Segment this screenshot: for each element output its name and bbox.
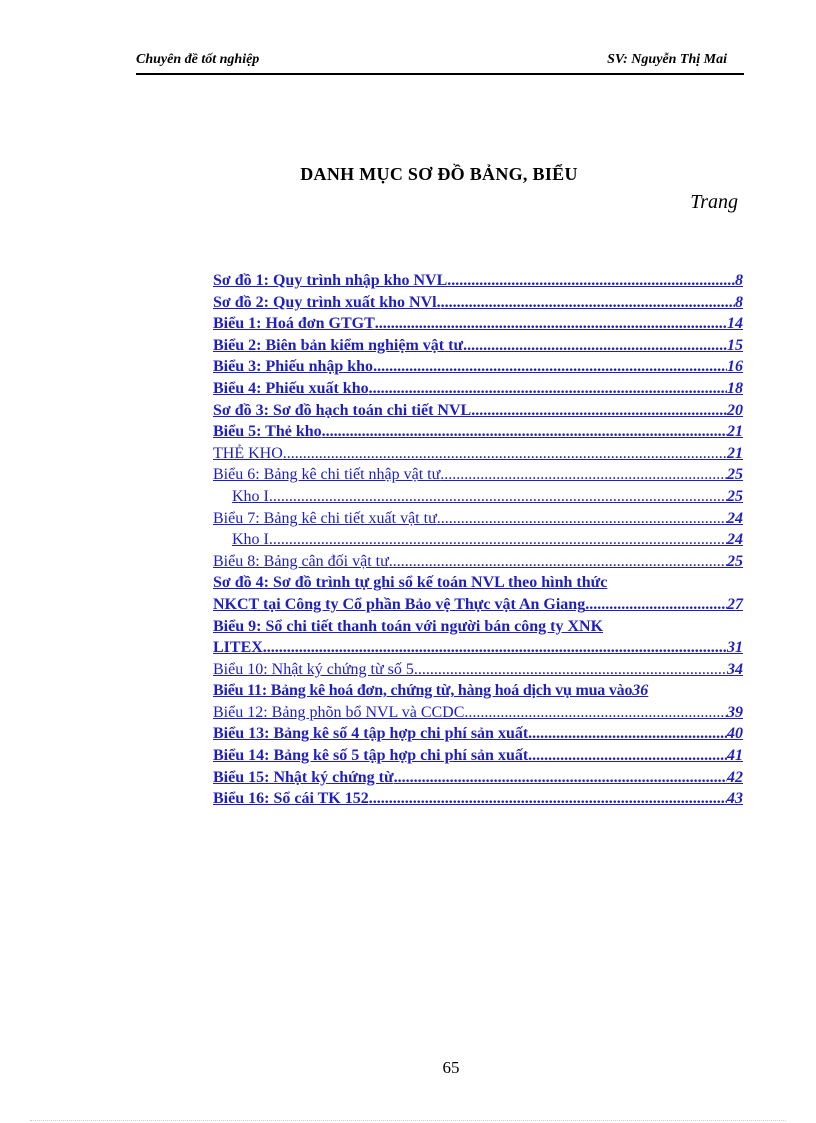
- toc-entry-label: Biểu 9: Sổ chi tiết thanh toán với người bán công ty XNK: [213, 617, 604, 635]
- toc-leader-dots: [375, 313, 727, 335]
- toc-entry-label: Biểu 14: Bảng kê số 5 tập hợp chi phí sản xuất: [213, 747, 529, 765]
- toc-entry-page: 21: [727, 423, 743, 441]
- toc-entry[interactable]: [213, 680, 743, 702]
- toc-entry[interactable]: [213, 400, 743, 422]
- toc-leader-dots: [437, 508, 727, 530]
- toc-leader-dots: [528, 745, 727, 767]
- toc-entry-label: Biểu 15: Nhật ký chứng từ: [213, 768, 394, 786]
- toc-leader-dots: [263, 637, 727, 659]
- page-title: DANH MỤC SƠ ĐỒ BẢNG, BIỂU: [300, 164, 578, 184]
- toc-entry-page: 42: [727, 768, 743, 786]
- toc-entry-label: Biểu 6: Bảng kê chi tiết nhập vật tư: [213, 466, 441, 484]
- toc-entry[interactable]: [213, 529, 743, 551]
- toc-entry[interactable]: [213, 421, 743, 443]
- bottom-divider: [30, 1120, 786, 1121]
- toc-leader-dots: [283, 443, 727, 465]
- toc-entry-label: Sơ đồ 3: Sơ đồ hạch toán chi tiết NVL: [213, 401, 472, 419]
- page-number: 65: [442, 1058, 460, 1077]
- toc-leader-dots: [464, 702, 727, 724]
- toc-entry-page: 24: [727, 509, 743, 527]
- toc-entry[interactable]: [213, 702, 743, 724]
- toc-entry-label: Biểu 4: Phiếu xuất kho: [213, 379, 369, 397]
- toc-entry[interactable]: [213, 637, 743, 659]
- toc-entry-label: Biểu 12: Bảng phõn bổ NVL và CCDC: [213, 703, 465, 721]
- toc-entry[interactable]: [213, 616, 743, 638]
- toc-entry-label: Biểu 13: Bảng kê số 4 tập hợp chi phí sản xuất: [213, 725, 529, 743]
- toc-leader-dots: [369, 378, 727, 400]
- toc-entry-label: Biểu 8: Bảng cân đối vật tư: [213, 552, 389, 570]
- toc-entry-label: Kho I: [232, 487, 269, 505]
- toc-entry-label: Biểu 5: Thẻ kho: [213, 423, 322, 441]
- toc-entry[interactable]: [213, 723, 743, 745]
- toc-entry-page: 8: [735, 272, 743, 289]
- toc-leader-dots: [389, 551, 727, 573]
- toc-entry[interactable]: [213, 767, 743, 789]
- toc-entry[interactable]: [213, 594, 743, 616]
- toc-entry-page: 21: [727, 444, 743, 462]
- toc-leader-dots: [394, 767, 727, 789]
- toc-leader-dots: [528, 723, 727, 745]
- toc-entry[interactable]: [213, 745, 743, 767]
- toc-entry-page: 18: [727, 379, 743, 397]
- header-student-name: SV: Nguyễn Thị Mai: [607, 52, 727, 67]
- toc-entry-label: THẺ KHO: [213, 444, 283, 462]
- toc-entry[interactable]: [213, 659, 743, 681]
- toc-entry[interactable]: [213, 464, 743, 486]
- toc-entry[interactable]: [213, 313, 743, 335]
- toc-entry-page: 24: [727, 531, 743, 549]
- toc-entry-page: 31: [727, 639, 743, 657]
- toc-entry-label: LITEX: [213, 639, 263, 657]
- toc-entry[interactable]: [213, 788, 743, 810]
- toc-entry-label: Kho I: [232, 531, 269, 549]
- toc-entry[interactable]: [213, 486, 743, 508]
- toc-leader-dots: [451, 270, 735, 292]
- toc-entry-label: Biểu 16: Sổ cái TK 152: [213, 790, 369, 808]
- toc-entry-label: Sơ đồ 1: Quy trình nhập kho NVL.: [213, 272, 452, 289]
- toc-entry[interactable]: [213, 508, 743, 530]
- toc-entry-page: 34: [727, 660, 743, 678]
- toc-entry-page: 14: [727, 315, 743, 333]
- toc-entry[interactable]: [213, 356, 743, 378]
- toc-entry-label: Biểu 10: Nhật ký chứng từ số 5: [213, 660, 414, 678]
- toc-entry-page: 15: [727, 336, 743, 354]
- toc-entry-page: 25: [727, 487, 743, 505]
- toc-entry[interactable]: [213, 551, 743, 573]
- toc-leader-dots: [463, 335, 727, 357]
- toc-entry-label: Sơ đồ 4: Sơ đồ trình tự ghi sổ kế toán NVL theo hình thức: [213, 574, 608, 592]
- table-of-contents: [213, 270, 743, 810]
- toc-entry[interactable]: [213, 572, 743, 594]
- toc-leader-dots: [585, 594, 727, 616]
- toc-leader-dots: [414, 659, 727, 681]
- toc-entry-page: 8: [735, 293, 743, 311]
- toc-entry[interactable]: [213, 335, 743, 357]
- toc-entry[interactable]: [213, 378, 743, 400]
- toc-leader-dots: [471, 400, 727, 422]
- toc-entry-label: Biểu 2: Biên bản kiểm nghiệm vật tư: [213, 336, 464, 354]
- toc-entry-page: 36: [632, 682, 649, 700]
- toc-entry-page: 16: [727, 358, 743, 376]
- toc-entry-page: 25: [727, 466, 743, 484]
- toc-entry-page: 20: [727, 401, 743, 419]
- toc-entry[interactable]: [213, 292, 743, 314]
- toc-entry-label: Biểu 1: Hoá đơn GTGT: [213, 315, 375, 333]
- toc-leader-dots: [269, 529, 727, 551]
- toc-entry[interactable]: [213, 443, 743, 465]
- header-left-title: Chuyên đề tốt nghiệp: [136, 52, 260, 67]
- toc-entry-label: Sơ đồ 2: Quy trình xuất kho NVl.: [213, 293, 441, 311]
- toc-leader-dots: [322, 421, 727, 443]
- toc-leader-dots: [440, 464, 727, 486]
- toc-entry-page: 39: [727, 703, 743, 721]
- toc-leader-dots: [441, 292, 735, 314]
- toc-entry-label: Biểu 11: Bảng kê hoá đơn, chứng từ, hàng hoá dịch vụ mua vào: [213, 682, 633, 700]
- toc-entry-page: 25: [727, 552, 743, 570]
- toc-entry-label: NKCT tại Công ty Cổ phần Bảo vệ Thực vật An Giang: [213, 595, 586, 613]
- toc-entry-label: Biểu 7: Bảng kê chi tiết xuất vật tư: [213, 509, 437, 527]
- page-column-label: Trang: [690, 191, 738, 213]
- toc-entry-label: Biểu 3: Phiếu nhập kho: [213, 358, 374, 376]
- header-rule: [136, 73, 744, 75]
- toc-entry-page: 27: [727, 595, 743, 613]
- toc-entry[interactable]: [213, 270, 743, 292]
- toc-entry-page: 43: [727, 790, 743, 808]
- toc-entry-page: 40: [727, 725, 743, 743]
- toc-leader-dots: [373, 356, 727, 378]
- toc-leader-dots: [369, 788, 727, 810]
- toc-leader-dots: [269, 486, 727, 508]
- toc-entry-page: 41: [727, 747, 743, 765]
